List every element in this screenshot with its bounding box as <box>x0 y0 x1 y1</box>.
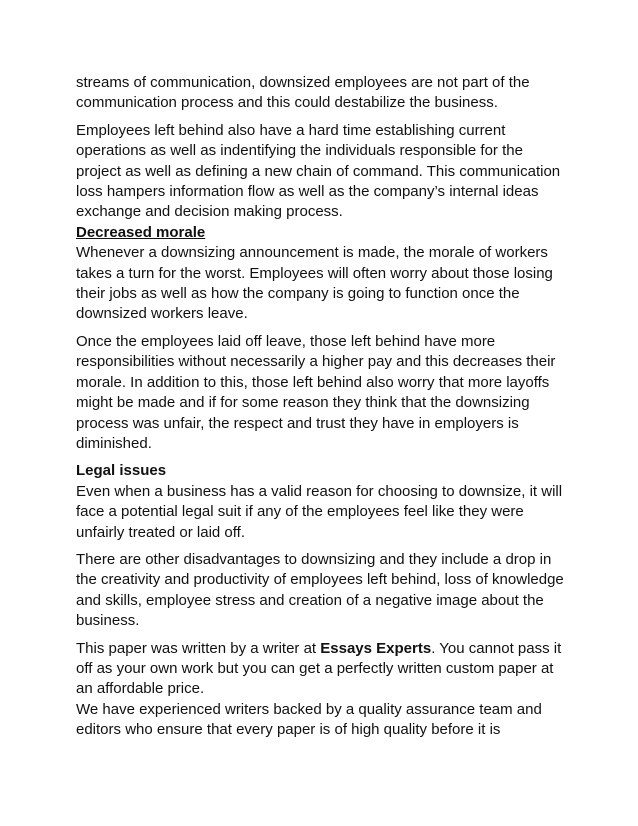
paragraph-experienced-writers: We have experienced writers backed by a quality assurance team and editors who ensure that every paper is of high quality before it is <box>76 700 542 739</box>
paragraph-announcement-morale: Whenever a downsizing announcement is made, the morale of workers takes a turn for the worst. Employees will often worry about those losing their jobs as well as how the company is going to function once the downsized workers leave. <box>76 244 553 323</box>
heading-legal-issues: Legal issues <box>76 462 167 480</box>
paragraph-responsibilities: Once the employees laid off leave, those left behind have more responsibilities without necessarily a higher pay and this decreases their morale. In addition to this, those left behind also worry that more layoffs might be made and if for some reason they think that the downsizing process was unfair, the respect and trust they have in employers is diminished. <box>76 332 556 452</box>
paragraph-communication-stream: streams of communication, downsized employees are not part of the communication process and this could destabilize the business. <box>76 74 530 112</box>
essays-experts-brand: Essays Experts <box>320 639 432 657</box>
document-body <box>76 73 568 741</box>
paragraph-paper-notice <box>76 639 568 700</box>
paragraph-employees-left-behind: Employees left behind also have a hard time establishing current operations as well as indentifying the individuals responsible for the project as well as defining a new chain of command. This communication loss hampers information flow as well as the company’s internal ideas exchange and decision making process. <box>76 121 561 221</box>
notice-text-after: . You cannot pass it off as your own work but you can get a perfectly written custom paper at an affordable price. <box>76 639 562 698</box>
heading-decreased-morale: Decreased morale <box>76 223 206 241</box>
paragraph-legal-suit: Even when a business has a valid reason for choosing to downsize, it will face a potential legal suit if any of the employees feel like they were unfairly treated or laid off. <box>76 482 563 541</box>
paragraph-other-disadvantages: There are other disadvantages to downsizing and they include a drop in the creativity and productivity of employees left behind, loss of knowledge and skills, employee stress and creation of a negative image about the business. <box>76 550 564 630</box>
notice-text-before: This paper was written by a writer at <box>76 639 321 657</box>
